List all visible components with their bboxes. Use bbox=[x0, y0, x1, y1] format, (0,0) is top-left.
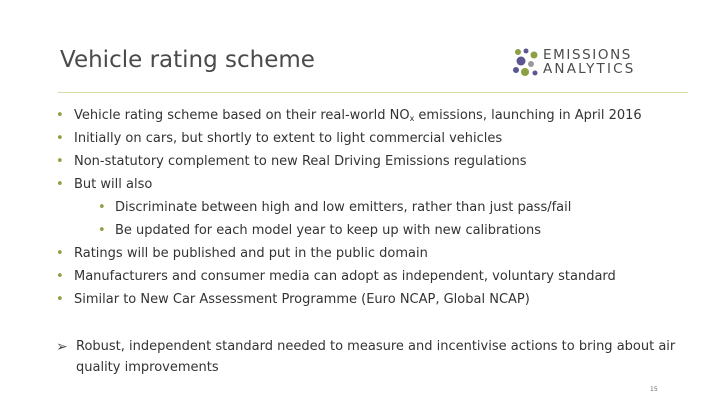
conclusion-line2: quality improvements bbox=[76, 360, 219, 375]
bullet-text: Similar to New Car Assessment Programme (Euro NCAP, Global NCAP) bbox=[74, 292, 530, 307]
arrow-bullet-icon: ➢ bbox=[56, 339, 68, 355]
bullet-item bbox=[56, 150, 706, 173]
bullet-item bbox=[56, 265, 706, 288]
bullet-dot-icon: • bbox=[56, 108, 64, 123]
page-number: 15 bbox=[650, 386, 658, 393]
bullet-dot-icon: • bbox=[56, 154, 64, 169]
bullet-dot-icon: • bbox=[56, 292, 64, 307]
bullet-text: Vehicle rating scheme based on their real-world $NO_x$ emissions, launching in April 2016 bbox=[74, 108, 642, 123]
bullet-item bbox=[56, 242, 706, 265]
bullet-dot-icon: • bbox=[56, 131, 64, 146]
bullet-text: Discriminate between high and low emitters, rather than just pass/fail bbox=[115, 200, 572, 215]
logo-text-line1: EMISSIONS bbox=[543, 47, 632, 63]
bullet-text: Manufacturers and consumer media can adopt as independent, voluntary standard bbox=[74, 269, 616, 284]
bullet-item bbox=[56, 127, 706, 150]
slide-title: Vehicle rating scheme bbox=[60, 47, 315, 73]
logo-dots-icon bbox=[512, 47, 542, 79]
bullet-dot-icon: • bbox=[56, 177, 64, 192]
bullet-text: Be updated for each model year to keep up with new calibrations bbox=[115, 223, 542, 238]
bullet-item bbox=[56, 288, 706, 311]
sub-bullet-item bbox=[56, 196, 706, 219]
bullet-dot-icon: • bbox=[56, 246, 64, 261]
sub-bullet-item bbox=[56, 219, 706, 242]
logo-text-line2: ANALYTICS bbox=[543, 61, 636, 77]
emissions-analytics-logo bbox=[512, 47, 662, 79]
bullet-dot-icon: • bbox=[98, 223, 106, 238]
bullet-text: Initially on cars, but shortly to extent to light commercial vehicles bbox=[74, 131, 503, 146]
title-divider bbox=[58, 92, 688, 93]
bullet-item bbox=[56, 104, 706, 127]
bullet-text: Non-statutory complement to new Real Driving Emissions regulations bbox=[74, 154, 527, 169]
bullet-item bbox=[56, 173, 706, 196]
bullet-text: Ratings will be published and put in the public domain bbox=[74, 246, 428, 261]
bullet-dot-icon: • bbox=[98, 200, 106, 215]
bullet-list bbox=[56, 104, 706, 311]
bullet-text: But will also bbox=[74, 177, 153, 192]
bullet-dot-icon: • bbox=[56, 269, 64, 284]
conclusion-line1: Robust, independent standard needed to measure and incentivise actions to bring about air bbox=[76, 339, 676, 354]
